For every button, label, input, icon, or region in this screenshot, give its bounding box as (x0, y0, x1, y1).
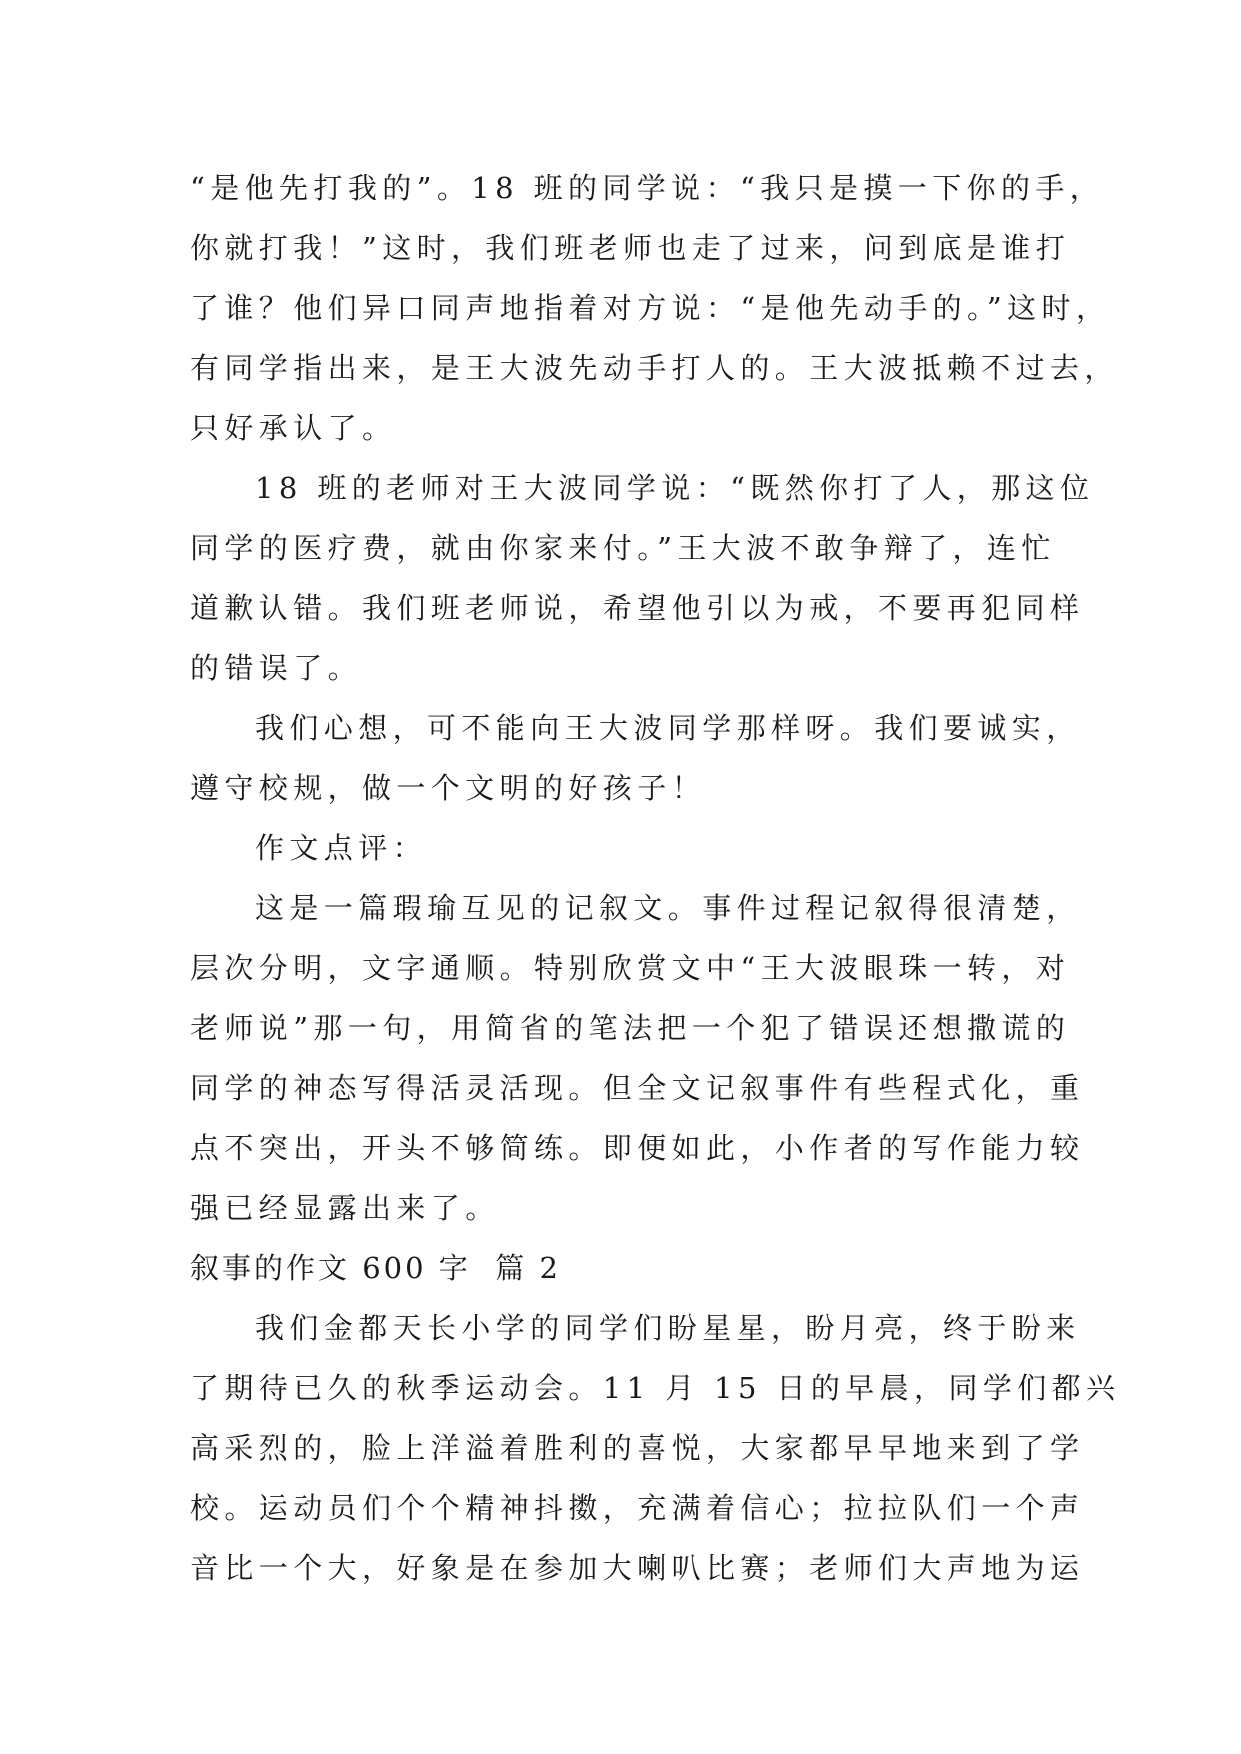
text-line: 老师说”那一句，用简省的笔法把一个犯了错误还想撒谎的 (190, 1011, 1071, 1045)
text-line: 有同学指出来，是王大波先动手打人的。王大波抵赖不过去， (190, 351, 1119, 385)
text-line: “是他先打我的”。18 班的同学说：“我只是摸一下你的手， (190, 171, 1105, 205)
paragraph-first-line: 18 班的老师对王大波同学说：“既然你打了人，那这位 (255, 471, 1095, 505)
text-line: 遵守校规，做一个文明的好孩子！ (190, 771, 707, 805)
text-line: 同学的神态写得活灵活现。但全文记叙事件有些程式化，重 (190, 1071, 1085, 1105)
text-line: 了期待已久的秋季运动会。11 月 15 日的早晨，同学们都兴 (190, 1371, 1121, 1405)
text-line: 音比一个大，好象是在参加大喇叭比赛；老师们大声地为运 (190, 1551, 1085, 1585)
paragraph-first-line: 我们心想，可不能向王大波同学那样呀。我们要诚实， (255, 711, 1081, 745)
text-line: 你就打我！”这时，我们班老师也走了过来，问到底是谁打 (190, 231, 1071, 265)
text-line: 只好承认了。 (190, 411, 397, 445)
text-line: 强已经显露出来了。 (190, 1191, 500, 1225)
comment-heading: 作文点评： (255, 831, 428, 865)
text-line: 道歉认错。我们班老师说，希望他引以为戒，不要再犯同样 (190, 591, 1085, 625)
text-line: 点不突出，开头不够简练。即便如此，小作者的写作能力较 (190, 1131, 1085, 1165)
text-line: 层次分明，文字通顺。特别欣赏文中“王大波眼珠一转，对 (190, 951, 1071, 985)
text-line: 校。运动员们个个精神抖擞，充满着信心；拉拉队们一个声 (190, 1491, 1085, 1525)
paragraph-first-line: 我们金都天长小学的同学们盼星星，盼月亮，终于盼来 (255, 1311, 1081, 1345)
text-line: 同学的医疗费，就由你家来付。”王大波不敢争辩了，连忙 (190, 531, 1056, 565)
section-heading: 叙事的作文 600 字 篇 2 (190, 1251, 561, 1285)
text-line: 高采烈的，脸上洋溢着胜利的喜悦，大家都早早地来到了学 (190, 1431, 1085, 1465)
paragraph-first-line: 这是一篇瑕瑜互见的记叙文。事件过程记叙得很清楚， (255, 891, 1081, 925)
text-line: 了谁？他们异口同声地指着对方说：“是他先动手的。”这时， (190, 291, 1111, 325)
text-line: 的错误了。 (190, 651, 363, 685)
